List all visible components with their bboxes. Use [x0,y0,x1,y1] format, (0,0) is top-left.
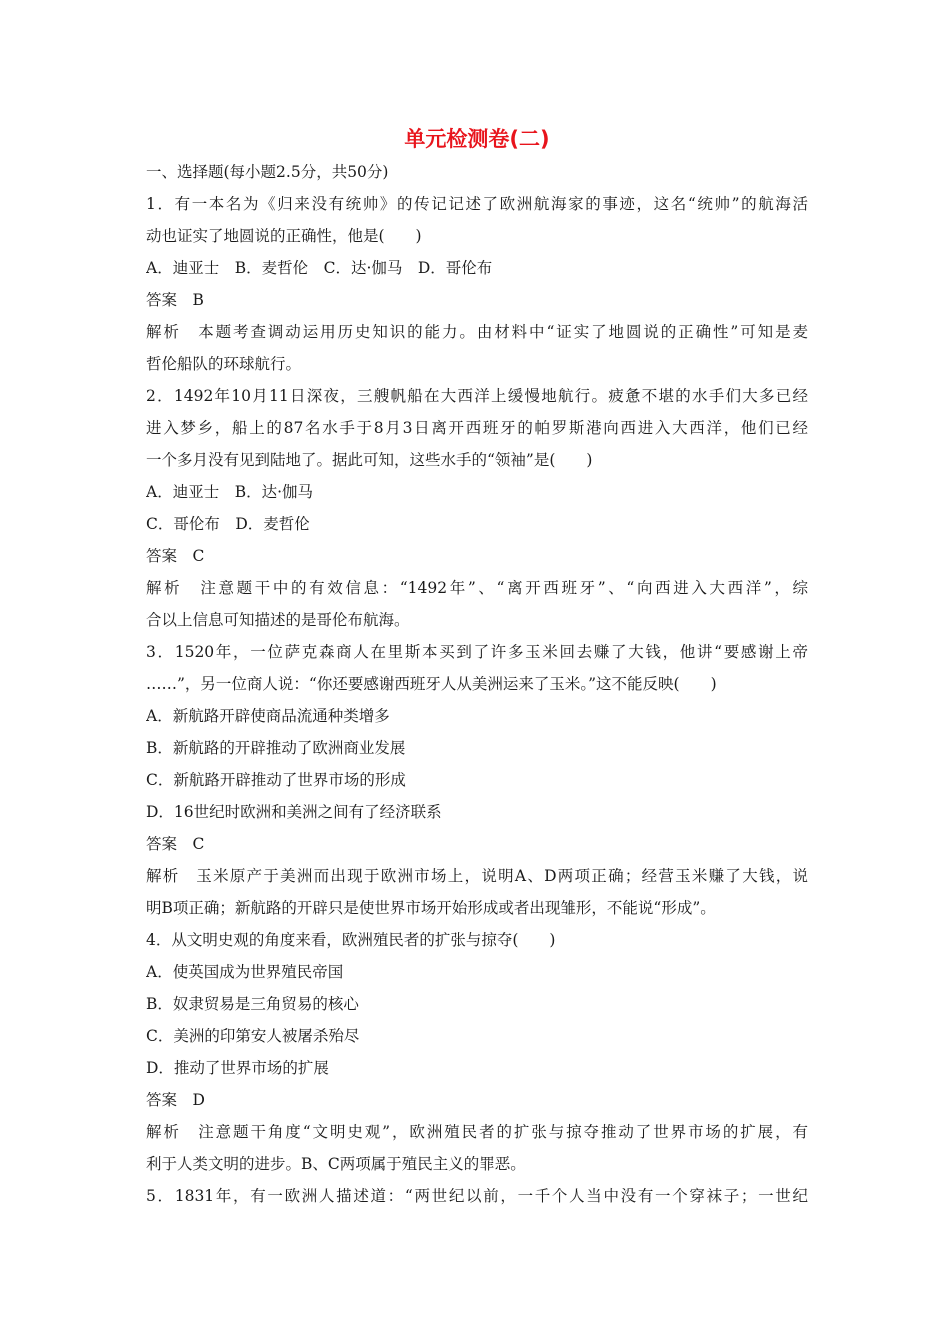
question-2-analysis-cont: 合以上信息可知描述的是哥伦布航海。 [146,611,410,629]
question-3-option-d: D．16世纪时欧洲和美洲之间有了经济联系 [146,803,442,821]
question-2-stem-cont: 进入梦乡，船上的87名水手于8月3日离开西班牙的帕罗斯港向西进入大西洋，他们已经 [146,419,808,437]
question-2-stem: 2．1492年10月11日深夜，三艘帆船在大西洋上缓慢地航行。疲惫不堪的水手们大多已经 [146,387,808,405]
question-1-analysis: 解析 本题考查调动运用历史知识的能力。由材料中“证实了地圆说的正确性”可知是麦 [146,323,808,341]
question-2-stem-end: 一个多月没有见到陆地了。据此可知，这些水手的“领袖”是( ) [146,451,593,469]
question-1-analysis-cont: 哲伦船队的环球航行。 [146,355,302,373]
question-4-option-d: D．推动了世界市场的扩展 [146,1059,329,1077]
question-5-stem: 5．1831年，有一欧洲人描述道：“两世纪以前，一千个人当中没有一个穿袜子；一世纪 [146,1187,808,1205]
document-page [146,124,808,1212]
question-4-option-a: A．使英国成为世界殖民帝国 [146,963,344,981]
question-1-answer: 答案 B [146,291,204,309]
document-title: 单元检测卷(二) [404,127,550,151]
question-3-option-a: A．新航路开辟使商品流通种类增多 [146,707,390,725]
question-2-answer: 答案 C [146,547,205,565]
question-4-analysis: 解析 注意题干角度“文明史观”，欧洲殖民者的扩张与掠夺推动了世界市场的扩展，有 [146,1123,808,1141]
section-heading: 一、选择题(每小题2.5分，共50分) [146,163,389,181]
question-3-stem: 3．1520年，一位萨克森商人在里斯本买到了许多玉米回去赚了大钱，他讲“要感谢上帝 [146,643,808,661]
question-3-answer: 答案 C [146,835,205,853]
question-4-stem: 4．从文明史观的角度来看，欧洲殖民者的扩张与掠夺( ) [146,931,556,949]
question-2-analysis: 解析 注意题干中的有效信息：“1492年”、“离开西班牙”、“向西进入大西洋”，综 [146,579,808,597]
question-3-analysis-cont: 明B项正确；新航路的开辟只是使世界市场开始形成或者出现雏形，不能说“形成”。 [146,899,716,917]
question-3-stem-cont: ……”，另一位商人说：“你还要感谢西班牙人从美洲运来了玉米。”这不能反映( ) [146,675,717,693]
question-3-option-b: B．新航路的开辟推动了欧洲商业发展 [146,739,406,757]
question-4-analysis-cont: 利于人类文明的进步。B、C两项属于殖民主义的罪恶。 [146,1155,526,1173]
question-3-option-c: C．新航路开辟推动了世界市场的形成 [146,771,406,789]
question-1-stem-cont: 动也证实了地圆说的正确性，他是( ) [146,227,422,245]
question-1-stem: 1．有一本名为《归来没有统帅》的传记记述了欧洲航海家的事迹，这名“统帅”的航海活 [146,195,808,213]
question-4-answer: 答案 D [146,1091,205,1109]
question-1-options: A．迪亚士 B．麦哲伦 C．达·伽马 D．哥伦布 [146,259,493,277]
question-2-options-cd: C．哥伦布 D．麦哲伦 [146,515,310,533]
question-4-option-b: B．奴隶贸易是三角贸易的核心 [146,995,359,1013]
question-4-option-c: C．美洲的印第安人被屠杀殆尽 [146,1027,360,1045]
question-3-analysis: 解析 玉米原产于美洲而出现于欧洲市场上，说明A、D两项正确；经营玉米赚了大钱，说 [146,867,808,885]
question-2-options-ab: A．迪亚士 B．达·伽马 [146,483,314,501]
